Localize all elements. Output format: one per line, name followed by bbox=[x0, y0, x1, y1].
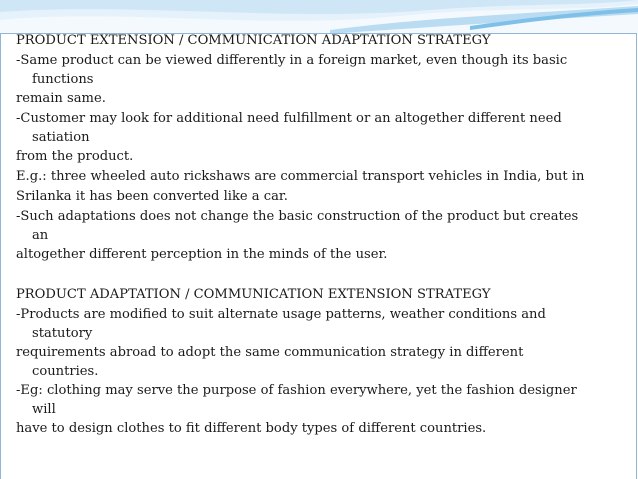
section-gap bbox=[16, 265, 616, 285]
section1-line7: -Such adaptations does not change the basic construction of the product but creates bbox=[16, 209, 579, 224]
section2-line1: -Products are modified to suit alternate usage patterns, weather conditions and bbox=[16, 307, 546, 322]
section2-line3: -Eg: clothing may serve the purpose of fashion everywhere, yet the fashion designer bbox=[16, 383, 577, 398]
wave-graphic bbox=[0, 0, 638, 34]
section2-line3-cont: will bbox=[32, 402, 56, 417]
section2-line2-cont: countries. bbox=[32, 364, 99, 379]
section1-line3-cont: satiation bbox=[32, 130, 90, 145]
slide-body bbox=[16, 31, 616, 439]
section1-line8: altogether different perception in the minds of the user. bbox=[16, 247, 388, 262]
section1-heading: PRODUCT EXTENSION / COMMUNICATION ADAPTATION STRATEGY bbox=[16, 33, 491, 48]
section2-line2: requirements abroad to adopt the same communication strategy in different bbox=[16, 345, 524, 360]
section2-line1-cont: statutory bbox=[32, 326, 93, 341]
section1-line5: E.g.: three wheeled auto rickshaws are commercial transport vehicles in India, but in bbox=[16, 169, 585, 184]
decorative-wave-band bbox=[0, 0, 638, 34]
section1-line1-cont: functions bbox=[32, 72, 94, 87]
section2-heading: PRODUCT ADAPTATION / COMMUNICATION EXTENSION STRATEGY bbox=[16, 287, 491, 302]
section2-line4: have to design clothes to fit different body types of different countries. bbox=[16, 421, 487, 436]
section1-line7-cont: an bbox=[32, 228, 49, 243]
section1-line3: -Customer may look for additional need fulfillment or an altogether different need bbox=[16, 111, 562, 126]
section1-line4: from the product. bbox=[16, 149, 134, 164]
section1-line2: remain same. bbox=[16, 91, 106, 106]
section1-line1: -Same product can be viewed differently in a foreign market, even though its basic bbox=[16, 53, 568, 68]
section1-line6: Srilanka it has been converted like a car. bbox=[16, 189, 288, 204]
